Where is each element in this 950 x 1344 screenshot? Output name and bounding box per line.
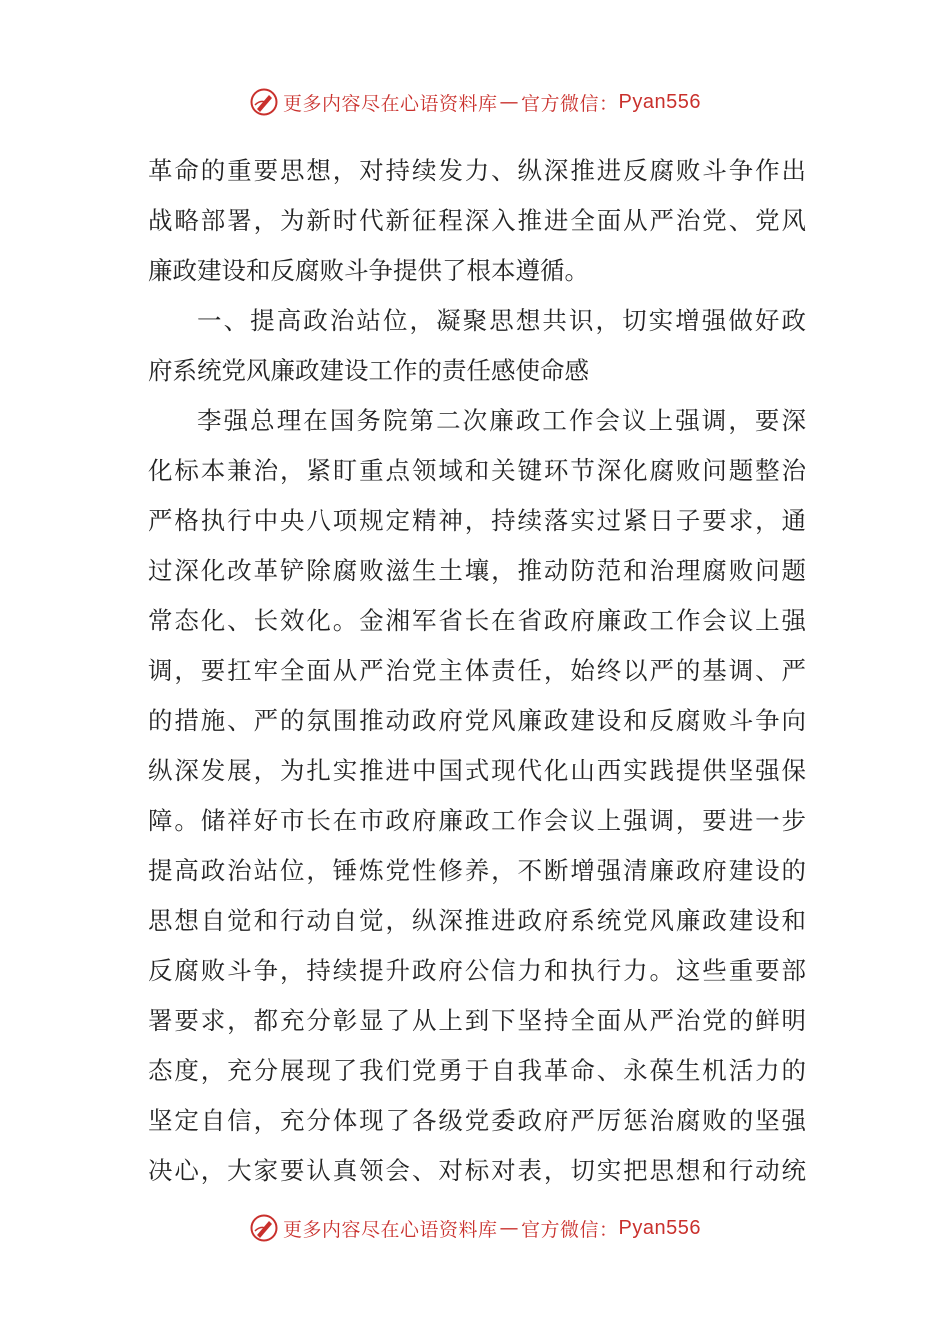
- text-line: 调，要扛牢全面从严治党主体责任，始终以严的基调、严: [148, 656, 806, 685]
- text-line: 署要求，都充分彰显了从上到下坚持全面从严治党的鲜明: [148, 1006, 806, 1035]
- pen-logo-icon: [249, 87, 279, 117]
- pen-logo-icon: [249, 1213, 279, 1243]
- text-line: 思想自觉和行动自觉，纵深推进政府系统党风廉政建设和: [148, 906, 806, 935]
- header-watermark-banner: [0, 82, 950, 122]
- text-line: 常态化、长效化。金湘军省长在省政府廉政工作会议上强: [148, 606, 806, 635]
- text-line: 障。储祥好市长在市政府廉政工作会议上强调，要进一步: [148, 806, 806, 835]
- text-line: 决心，大家要认真领会、对标对表，切实把思想和行动统: [148, 1156, 806, 1185]
- document-body: [148, 146, 806, 1196]
- text-line: 李强总理在国务院第二次廉政工作会议上强调，要深: [197, 406, 806, 435]
- banner-text: 更多内容尽在心语资料库: [283, 92, 498, 115]
- text-line: 的措施、严的氛围推动政府党风廉政建设和反腐败斗争向: [148, 706, 806, 735]
- banner-contact-id: Pyan556: [618, 1216, 701, 1239]
- text-line: 态度，充分展现了我们党勇于自我革命、永葆生机活力的: [148, 1056, 806, 1085]
- text-line: 纵深发展，为扎实推进中国式现代化山西实践提供坚强保: [148, 756, 806, 785]
- text-line: 化标本兼治，紧盯重点领域和关键环节深化腐败问题整治: [148, 456, 806, 485]
- banner-separator: —: [499, 91, 520, 113]
- text-line: 反腐败斗争，持续提升政府公信力和执行力。这些重要部: [148, 956, 806, 985]
- text-line: 廉政建设和反腐败斗争提供了根本遵循。: [148, 256, 589, 285]
- banner-separator: —: [499, 1217, 520, 1239]
- banner-contact-id: Pyan556: [618, 90, 701, 113]
- banner-contact-label: 官方微信：: [521, 92, 619, 115]
- text-line: 革命的重要思想，对持续发力、纵深推进反腐败斗争作出: [148, 156, 806, 185]
- section-heading-line: 一、提高政治站位，凝聚思想共识，切实增强做好政: [197, 306, 806, 335]
- banner-text: 更多内容尽在心语资料库: [283, 1218, 498, 1241]
- text-line: 战略部署，为新时代新征程深入推进全面从严治党、党风: [148, 206, 806, 235]
- text-line: 严格执行中央八项规定精神，持续落实过紧日子要求，通: [148, 506, 806, 535]
- text-line: 坚定自信，充分体现了各级党委政府严厉惩治腐败的坚强: [148, 1106, 806, 1135]
- section-heading-line: 府系统党风廉政建设工作的责任感使命感: [148, 356, 589, 385]
- text-line: 过深化改革铲除腐败滋生土壤，推动防范和治理腐败问题: [148, 556, 806, 585]
- text-line: 提高政治站位，锤炼党性修养，不断增强清廉政府建设的: [148, 856, 806, 885]
- banner-contact-label: 官方微信：: [521, 1218, 619, 1241]
- footer-watermark-banner: [0, 1208, 950, 1248]
